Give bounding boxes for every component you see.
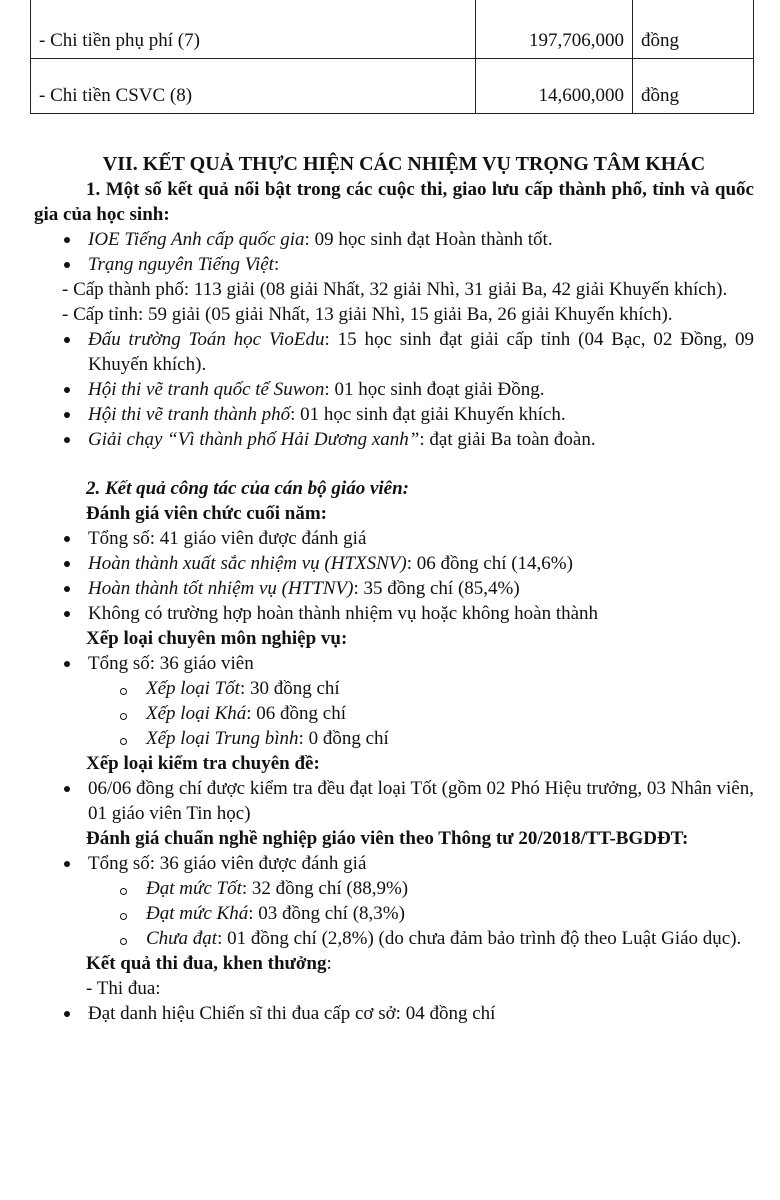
check-heading: Xếp loại kiểm tra chuyên đề: [86, 753, 320, 774]
section-title: VII. KẾT QUẢ THỰC HIỆN CÁC NHIỆM VỤ TRỌNG TÂM KHÁC [102, 153, 706, 175]
student-results-list-2 [34, 327, 754, 452]
province-level-result: - Cấp tỉnh: 59 giải (05 giải Nhất, 13 giải Nhì, 15 giải Ba, 26 giải Khuyến khích). [62, 304, 673, 325]
bullet-icon [64, 437, 70, 443]
list-item: Trạng nguyên Tiếng Việt: [34, 252, 754, 277]
list-item: Hoàn thành xuất sắc nhiệm vụ (HTXSNV): 06 đồng chí (14,6%) [34, 551, 754, 576]
bullet-icon [64, 412, 70, 418]
subsection-2-title: 2. Kết quả công tác của cán bộ giáo viên: [86, 478, 409, 499]
award-list [34, 1001, 754, 1026]
list-item: Hội thi vẽ tranh quốc tế Suwon: 01 học sinh đoạt giải Đồng. [34, 377, 754, 402]
bullet-icon [64, 1011, 70, 1017]
list-item: Tổng số: 36 giáo viên được đánh giá [34, 851, 754, 876]
circle-bullet-icon [120, 888, 127, 895]
award-heading: Kết quả thi đua, khen thưởng: [86, 953, 332, 974]
sub-list-item: Đạt mức Khá: 03 đồng chí (8,3%) [34, 901, 754, 926]
circle-bullet-icon [120, 938, 127, 945]
row-unit: đồng [633, 59, 754, 114]
professional-heading: Xếp loại chuyên môn nghiệp vụ: [86, 628, 348, 649]
bullet-icon [64, 786, 70, 792]
circle-bullet-icon [120, 713, 127, 720]
bullet-icon [64, 611, 70, 617]
sub-list-item: Chưa đạt: 01 đồng chí (2,8%) (do chưa đảm bảo trình độ theo Luật Giáo dục). [34, 926, 754, 951]
list-item: 06/06 đồng chí được kiểm tra đều đạt loại Tốt (gồm 02 Phó Hiệu trưởng, 03 Nhân viên, 01 giáo viên Tin học) [34, 776, 754, 826]
list-item: IOE Tiếng Anh cấp quốc gia: 09 học sinh đạt Hoàn thành tốt. [34, 227, 754, 252]
list-item: Hoàn thành tốt nhiệm vụ (HTTNV): 35 đồng chí (85,4%) [34, 576, 754, 601]
check-list [34, 776, 754, 826]
row-label: - Chi tiền CSVC (8) [31, 59, 476, 114]
section-vii [34, 152, 754, 1026]
list-item: Không có trường hợp hoàn thành nhiệm vụ hoặc không hoàn thành [34, 601, 754, 626]
professional-list [34, 651, 754, 751]
table-row [31, 0, 754, 59]
expense-table [30, 0, 754, 114]
list-item: Đấu trường Toán học VioEdu: 15 học sinh đạt giải cấp tỉnh (04 Bạc, 02 Đồng, 09 Khuyến khích). [34, 327, 754, 377]
bullet-icon [64, 337, 70, 343]
row-value: 14,600,000 [476, 59, 633, 114]
circle-bullet-icon [120, 688, 127, 695]
list-item: Hội thi vẽ tranh thành phố: 01 học sinh đạt giải Khuyến khích. [34, 402, 754, 427]
standard-list [34, 851, 754, 951]
subsection-1-title: 1. Một số kết quả nổi bật trong các cuộc thi, giao lưu cấp thành phố, tỉnh và quốc gia của học sinh: [34, 179, 754, 225]
sub-list-item: Xếp loại Trung bình: 0 đồng chí [34, 726, 754, 751]
spacer [34, 452, 754, 476]
evaluation-list [34, 526, 754, 626]
row-label: - Chi tiền phụ phí (7) [31, 0, 476, 59]
standard-heading: Đánh giá chuẩn nghề nghiệp giáo viên theo Thông tư 20/2018/TT-BGDĐT: [86, 828, 689, 849]
list-item: Đạt danh hiệu Chiến sĩ thi đua cấp cơ sở: 04 đồng chí [34, 1001, 754, 1026]
list-item: Tổng số: 41 giáo viên được đánh giá [34, 526, 754, 551]
list-item: Giải chạy “Vì thành phố Hải Dương xanh”: đạt giải Ba toàn đoàn. [34, 427, 754, 452]
row-value: 197,706,000 [476, 0, 633, 59]
bullet-icon [64, 387, 70, 393]
bullet-icon [64, 586, 70, 592]
city-level-result: - Cấp thành phố: 113 giải (08 giải Nhất, 32 giải Nhì, 31 giải Ba, 42 giải Khuyến khích). [62, 279, 728, 300]
bullet-icon [64, 262, 70, 268]
bullet-icon [64, 661, 70, 667]
evaluation-heading: Đánh giá viên chức cuối năm: [86, 503, 327, 524]
sub-list-item: Xếp loại Tốt: 30 đồng chí [34, 676, 754, 701]
row-unit: đồng [633, 0, 754, 59]
circle-bullet-icon [120, 738, 127, 745]
sub-list-item: Xếp loại Khá: 06 đồng chí [34, 701, 754, 726]
bullet-icon [64, 536, 70, 542]
table-row [31, 59, 754, 114]
emulation-label: - Thi đua: [86, 978, 161, 999]
bullet-icon [64, 237, 70, 243]
bullet-icon [64, 861, 70, 867]
student-results-list [34, 227, 754, 277]
circle-bullet-icon [120, 913, 127, 920]
sub-list-item: Đạt mức Tốt: 32 đồng chí (88,9%) [34, 876, 754, 901]
list-item: Tổng số: 36 giáo viên [34, 651, 754, 676]
bullet-icon [64, 561, 70, 567]
